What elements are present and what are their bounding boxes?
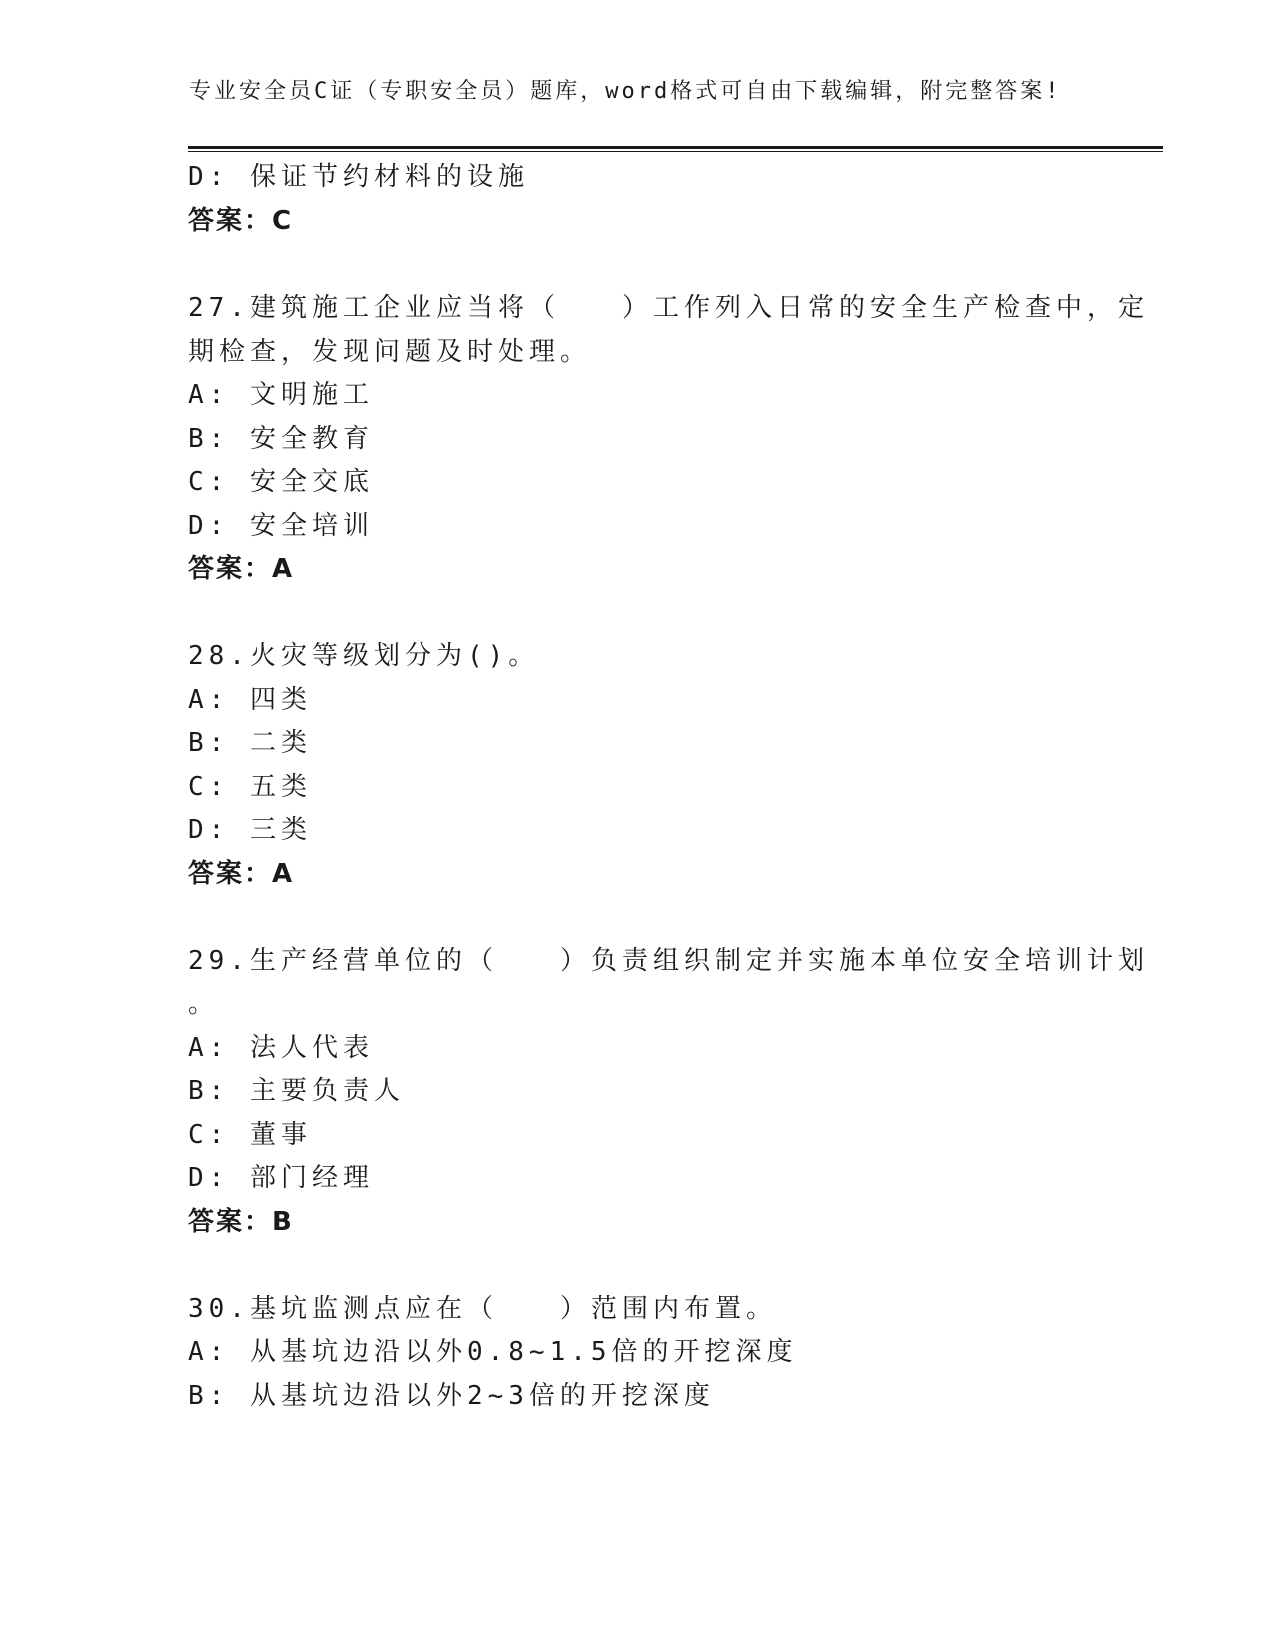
answer-line: 答案：A <box>188 554 295 584</box>
option-line: C: 董事 <box>188 1120 312 1150</box>
header-rule-thin <box>188 151 1163 152</box>
answer-line: 答案：A <box>188 859 295 889</box>
header-rule-thick <box>188 146 1163 149</box>
question-line: 29.生产经营单位的（ ）负责组织制定并实施本单位安全培训计划 <box>188 946 1149 976</box>
option-line: B: 安全教育 <box>188 424 374 454</box>
option-line: D: 安全培训 <box>188 511 374 541</box>
option-line: D: 三类 <box>188 815 312 845</box>
question-line: 。 <box>188 989 220 1019</box>
option-line: A: 法人代表 <box>188 1033 374 1063</box>
option-line: A: 文明施工 <box>188 380 374 410</box>
question-line: 30.基坑监测点应在（ ）范围内布置。 <box>188 1294 777 1324</box>
question-line: 期检查，发现问题及时处理。 <box>188 337 592 367</box>
page-header: 专业安全员C证（专职安全员）题库，word格式可自由下载编辑，附完整答案! <box>189 79 1062 104</box>
option-line: A: 四类 <box>188 685 312 715</box>
option-line: B: 主要负责人 <box>188 1076 405 1106</box>
question-line: 27.建筑施工企业应当将（ ）工作列入日常的安全生产检查中，定 <box>188 293 1149 323</box>
option-line: B: 二类 <box>188 728 312 758</box>
option-line: D: 部门经理 <box>188 1163 374 1193</box>
answer-line: 答案：C <box>188 206 294 236</box>
option-line: C: 安全交底 <box>188 467 374 497</box>
option-line: C: 五类 <box>188 772 312 802</box>
answer-line: 答案：B <box>188 1207 294 1237</box>
option-line: D: 保证节约材料的设施 <box>188 162 529 192</box>
question-line: 28.火灾等级划分为()。 <box>188 641 540 671</box>
option-line: B: 从基坑边沿以外2~3倍的开挖深度 <box>188 1381 715 1411</box>
option-line: A: 从基坑边沿以外0.8~1.5倍的开挖深度 <box>188 1337 798 1367</box>
